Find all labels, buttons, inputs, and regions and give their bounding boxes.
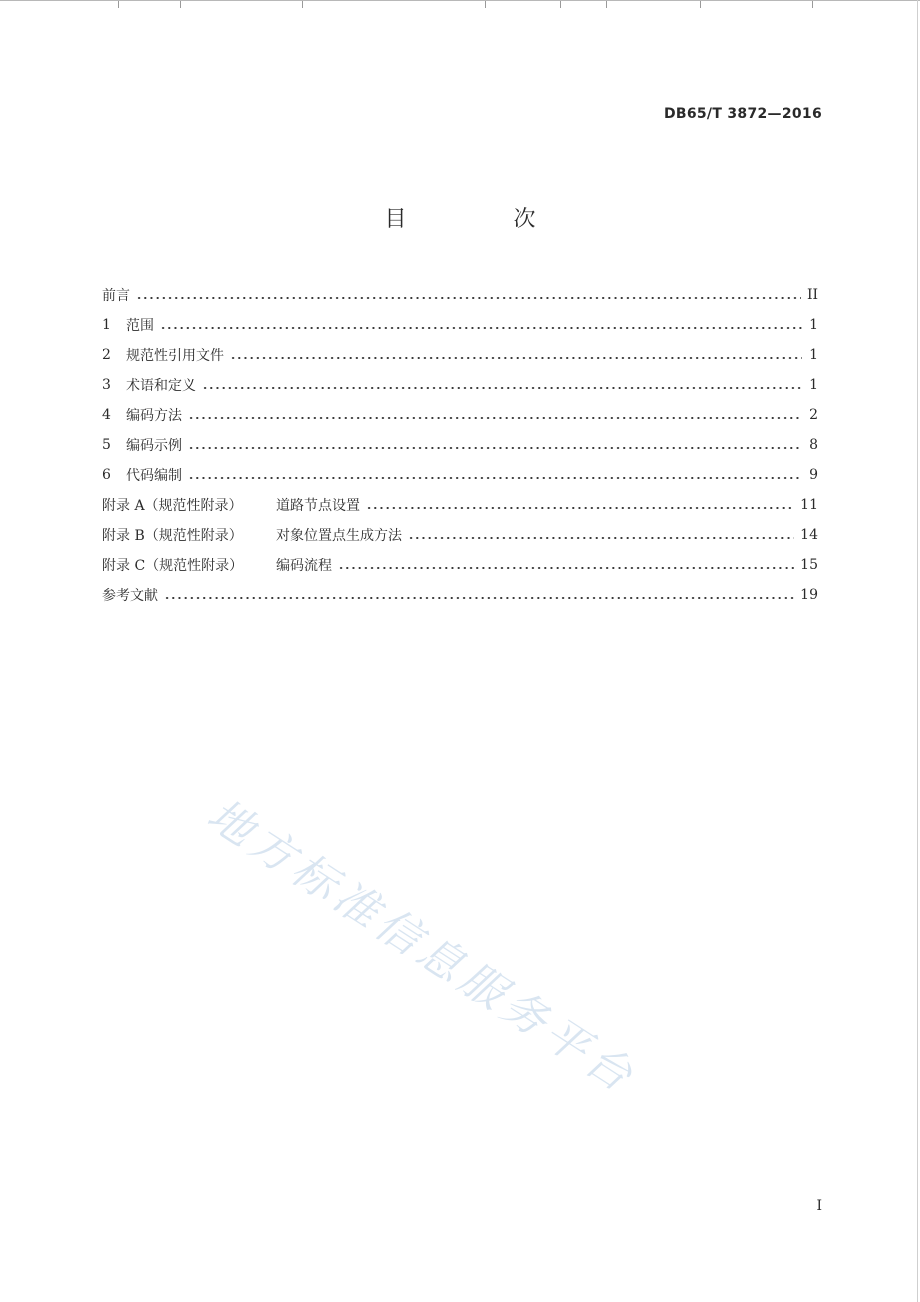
toc-entry-label: 术语和定义 [126,378,196,394]
toc-entry-page: II [806,287,818,303]
toc-entry-normative-references[interactable] [102,340,818,370]
toc-entry-coding-method[interactable] [102,400,818,430]
toc-leader-dots [202,386,802,390]
watermark-text: 地方标准信息服务平台 [198,789,646,1105]
toc-leader-dots [188,476,802,480]
scan-edge-top [0,0,920,9]
toc-leader-dots [136,296,801,300]
toc-entry-page: 1 [809,347,818,363]
toc-entry-appendix-prefix: 附录 C（规范性附录） [102,558,244,574]
toc-entry-label: 编码流程 [276,558,332,574]
toc-leader-dots [230,356,802,360]
toc-entry-page: 2 [809,407,818,423]
toc-leader-dots [164,596,794,600]
toc-entry-code-compilation[interactable] [102,460,818,490]
toc-entry-terms-definitions[interactable] [102,370,818,400]
toc-entry-page: 9 [809,467,818,483]
toc-title: 目 次 [384,207,586,232]
toc-entry-page: 8 [809,437,818,453]
toc-entry-label: 范围 [126,318,154,334]
toc-entry-page: 1 [809,317,818,333]
toc-entry-number: 5 [102,437,111,453]
toc-entry-coding-examples[interactable] [102,430,818,460]
toc-entry-scope[interactable] [102,310,818,340]
toc-leader-dots [366,506,794,510]
page-number: I [816,1198,822,1214]
toc-entry-appendix-prefix: 附录 A（规范性附录） [102,498,243,514]
toc-entry-label: 代码编制 [126,468,182,484]
toc-leader-dots [408,536,794,540]
toc-entry-label: 道路节点设置 [276,498,360,514]
toc-entry-appendix-a[interactable] [102,490,818,520]
toc-entry-label: 对象位置点生成方法 [276,528,402,544]
toc-entry-label: 前言 [102,288,130,304]
toc-entry-label: 编码示例 [126,438,182,454]
standard-code: DB65/T 3872—2016 [663,106,822,122]
toc-entry-page: 14 [800,527,818,543]
toc-entry-preface[interactable] [102,280,818,310]
toc-entry-page: 11 [800,497,818,513]
toc-entry-number: 1 [102,317,111,333]
toc-entry-label: 规范性引用文件 [126,348,224,364]
toc-entry-appendix-c[interactable] [102,550,818,580]
toc-entry-number: 4 [102,407,111,423]
toc-leader-dots [188,416,802,420]
toc-leader-dots [338,566,794,570]
scan-edge-right [917,0,918,1302]
toc-entry-page: 1 [809,377,818,393]
toc-leader-dots [160,326,802,330]
toc-entry-page: 15 [800,557,818,573]
toc-entry-label: 编码方法 [126,408,182,424]
toc-leader-dots [188,446,802,450]
table-of-contents [102,280,818,610]
toc-entry-number: 3 [102,377,111,393]
toc-entry-number: 2 [102,347,111,363]
toc-entry-appendix-b[interactable] [102,520,818,550]
toc-entry-bibliography[interactable] [102,580,818,610]
toc-entry-number: 6 [102,467,111,483]
toc-entry-label: 参考文献 [102,588,158,604]
toc-entry-page: 19 [800,587,818,603]
toc-entry-appendix-prefix: 附录 B（规范性附录） [102,528,243,544]
